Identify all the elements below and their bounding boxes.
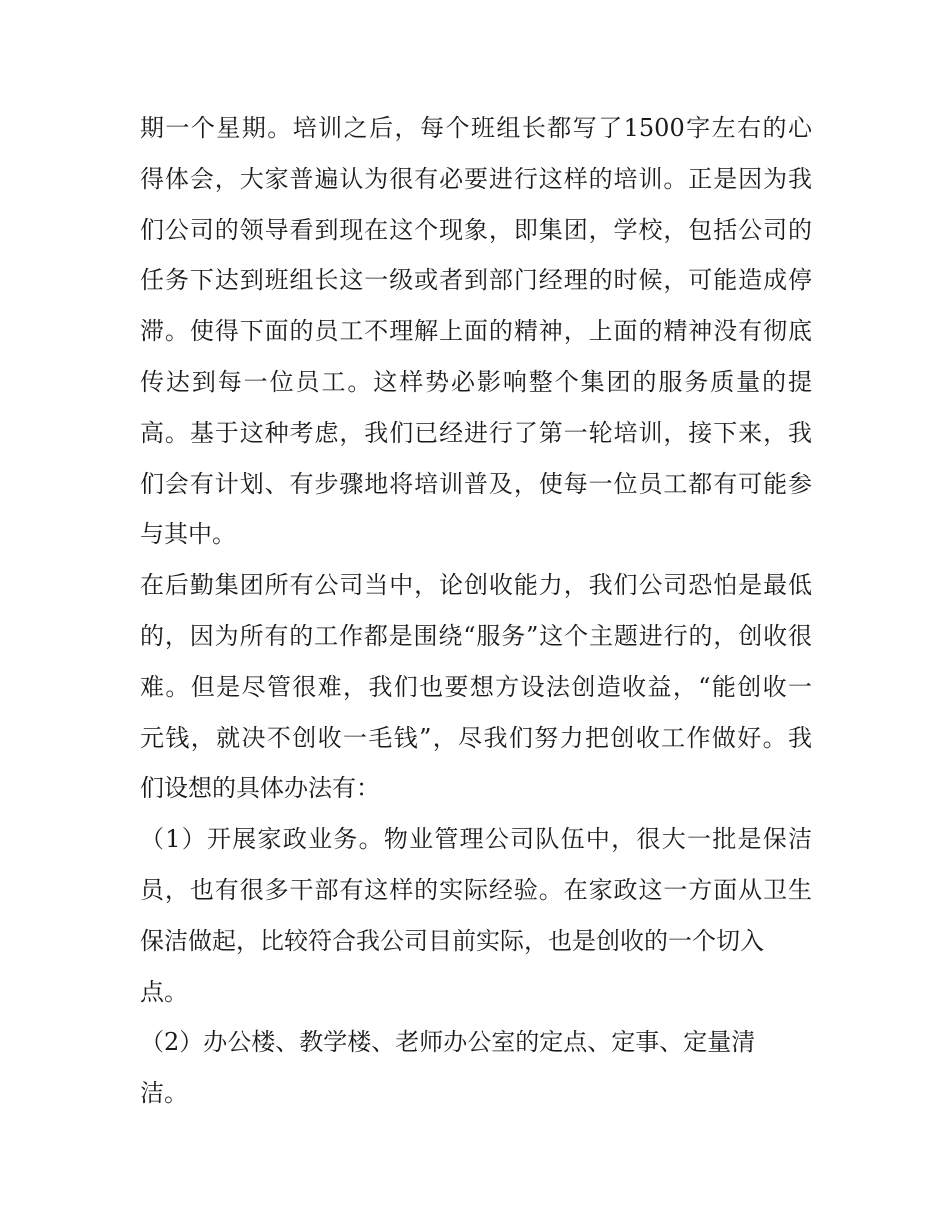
text-line-12: 难。但是尽管很难，我们也要想方设法创造收益，“能创收一 (140, 672, 812, 701)
text-line-5: 滞。使得下面的员工不理解上面的精神，上面的精神没有彻底 (140, 317, 812, 346)
text-line-1: 期一个星期。培训之后，每个班组长都写了1500字左右的心 (140, 114, 812, 142)
text-line-20: 洁。 (140, 1079, 188, 1108)
text-line-11: 的，因为所有的工作都是围绕“服务”这个主题进行的，创收很 (140, 621, 812, 650)
text-line-16: 员，也有很多干部有这样的实际经验。在家政这一方面从卫生 (140, 875, 812, 904)
text-line-18: 点。 (140, 977, 188, 1006)
document-body (140, 103, 812, 1119)
text-line-8: 们会有计划、有步骤地将培训普及，使每一位员工都有可能参 (140, 469, 812, 498)
text-line-13: 元钱，就决不创收一毛钱”，尽我们努力把创收工作做好。我 (140, 723, 812, 752)
text-line-10: 在后勤集团所有公司当中，论创收能力，我们公司恐怕是最低 (140, 571, 812, 600)
text-line-15: （1）开展家政业务。物业管理公司队伍中，很大一批是保洁 (140, 825, 812, 854)
text-line-2: 得体会，大家普遍认为很有必要进行这样的培训。正是因为我 (140, 164, 812, 193)
text-line-14: 们设想的具体办法有： (140, 774, 380, 803)
text-line-19: （2）办公楼、教学楼、老师办公室的定点、定事、定量清 (140, 1028, 756, 1057)
text-line-7: 高。基于这种考虑，我们已经进行了第一轮培训，接下来，我 (140, 418, 812, 447)
text-line-17: 保洁做起，比较符合我公司目前实际，也是创收的一个切入 (140, 926, 764, 955)
text-line-9: 与其中。 (140, 520, 236, 549)
text-line-4: 任务下达到班组长这一级或者到部门经理的时候，可能造成停 (140, 266, 812, 295)
text-line-6: 传达到每一位员工。这样势必影响整个集团的服务质量的提 (140, 367, 812, 396)
text-line-3: 们公司的领导看到现在这个现象，即集团，学校，包括公司的 (140, 215, 812, 244)
